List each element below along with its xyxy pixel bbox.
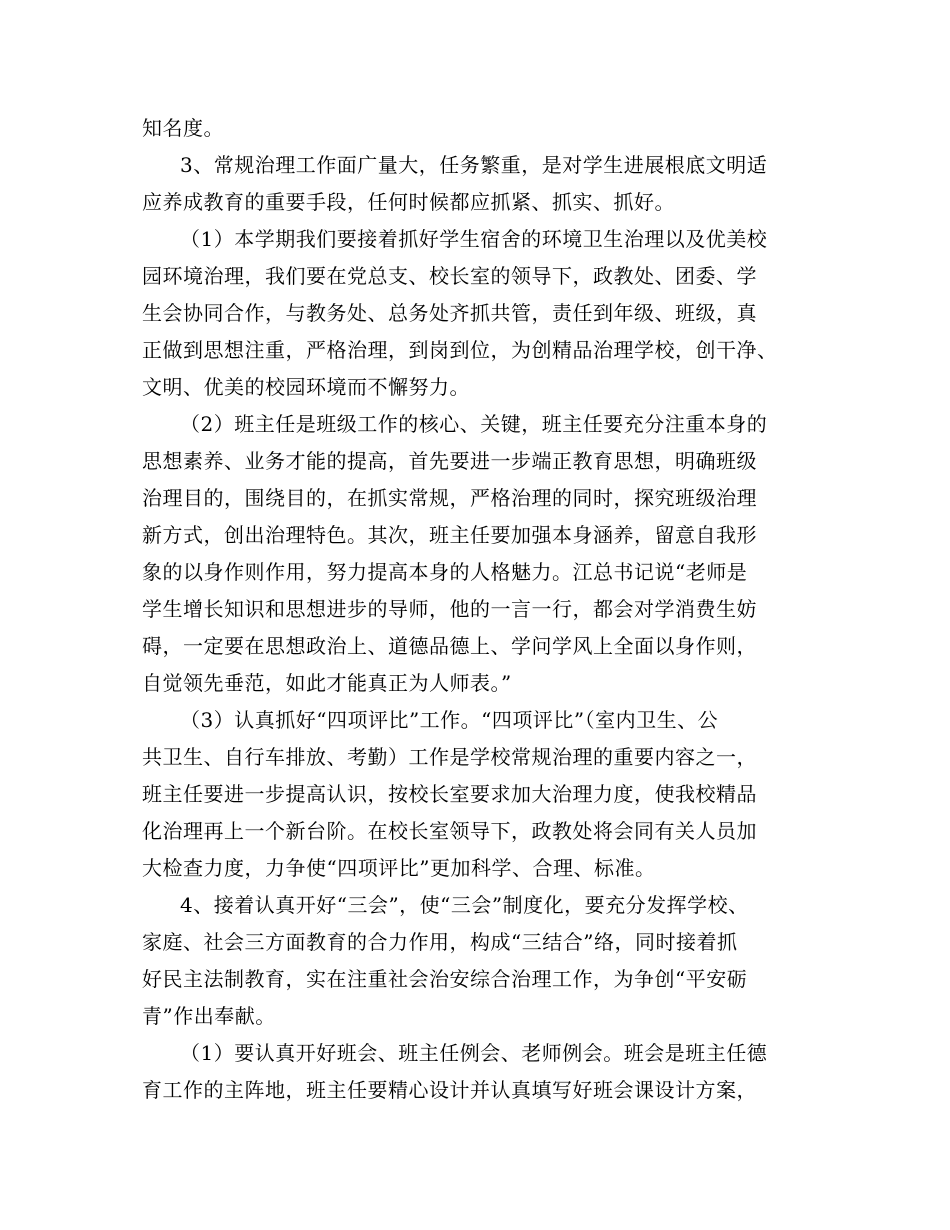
- text-line: 3、常规治理工作面广量大，任务繁重，是对学生进展根底文明适: [180, 153, 768, 177]
- text-line: 象的以身作则作用，努力提高本身的人格魅力。江总书记说“老师是: [142, 560, 748, 584]
- text-line: 学生增长知识和思想进步的导师，他的一言一行，都会对学消费生妨: [142, 597, 757, 621]
- text-line: 家庭、社会三方面教育的合力作用，构成“三结合”络，同时接着抓: [142, 930, 738, 954]
- text-line: 大检查力度，力争使“四项评比”更加科学、合理、标准。: [142, 856, 656, 880]
- text-line: 应养成教育的重要手段，任何时候都应抓紧、抓实、抓好。: [142, 190, 675, 214]
- text-line: 碍，一定要在思想政治上、道德品德上、学问学风上全面以身作则，: [142, 634, 757, 658]
- text-line: （1）本学期我们要接着抓好学生宿舍的环境卫生治理以及优美校: [180, 227, 768, 251]
- text-line: （1）要认真开好班会、班主任例会、老师例会。班会是班主任德: [180, 1041, 768, 1065]
- text-line: 治理目的，围绕目的，在抓实常规，严格治理的同时，探究班级治理: [142, 486, 757, 510]
- text-line: 青”作出奉献。: [142, 1004, 276, 1028]
- text-line: （2）班主任是班级工作的核心、关键，班主任要充分注重本身的: [180, 412, 768, 436]
- text-line: 园环境治理，我们要在党总支、校长室的领导下，政教处、团委、学: [142, 264, 757, 288]
- text-line: 4、接着认真开好“三会”，使“三会”制度化，要充分发挥学校、: [180, 893, 749, 917]
- text-line: 生会协同合作，与教务处、总务处齐抓共管，责任到年级、班级，真: [142, 301, 757, 325]
- text-line: 好民主法制教育，实在注重社会治安综合治理工作，为争创“平安砺: [142, 967, 748, 991]
- text-line: （3）认真抓好“四项评比”工作。“四项评比”（室内卫生、公: [180, 708, 719, 732]
- text-line: 思想素养、业务才能的提高，首先要进一步端正教育思想，明确班级: [142, 449, 757, 473]
- text-line: 知名度。: [142, 116, 224, 140]
- text-line: 正做到思想注重，严格治理，到岗到位，为创精品治理学校，创干净、: [142, 338, 778, 362]
- text-line: 文明、优美的校园环境而不懈努力。: [142, 375, 470, 399]
- text-line: 化治理再上一个新台阶。在校长室领导下，政教处将会同有关人员加: [142, 819, 757, 843]
- text-line: 班主任要进一步提高认识，按校长室要求加大治理力度，使我校精品: [142, 782, 757, 806]
- text-line: 共卫生、自行车排放、考勤）工作是学校常规治理的重要内容之一，: [142, 745, 757, 769]
- text-line: 新方式，创出治理特色。其次，班主任要加强本身涵养，留意自我形: [142, 523, 757, 547]
- text-line: 育工作的主阵地，班主任要精心设计并认真填写好班会课设计方案，: [142, 1078, 757, 1102]
- text-line: 自觉领先垂范，如此才能真正为人师表。”: [142, 671, 512, 695]
